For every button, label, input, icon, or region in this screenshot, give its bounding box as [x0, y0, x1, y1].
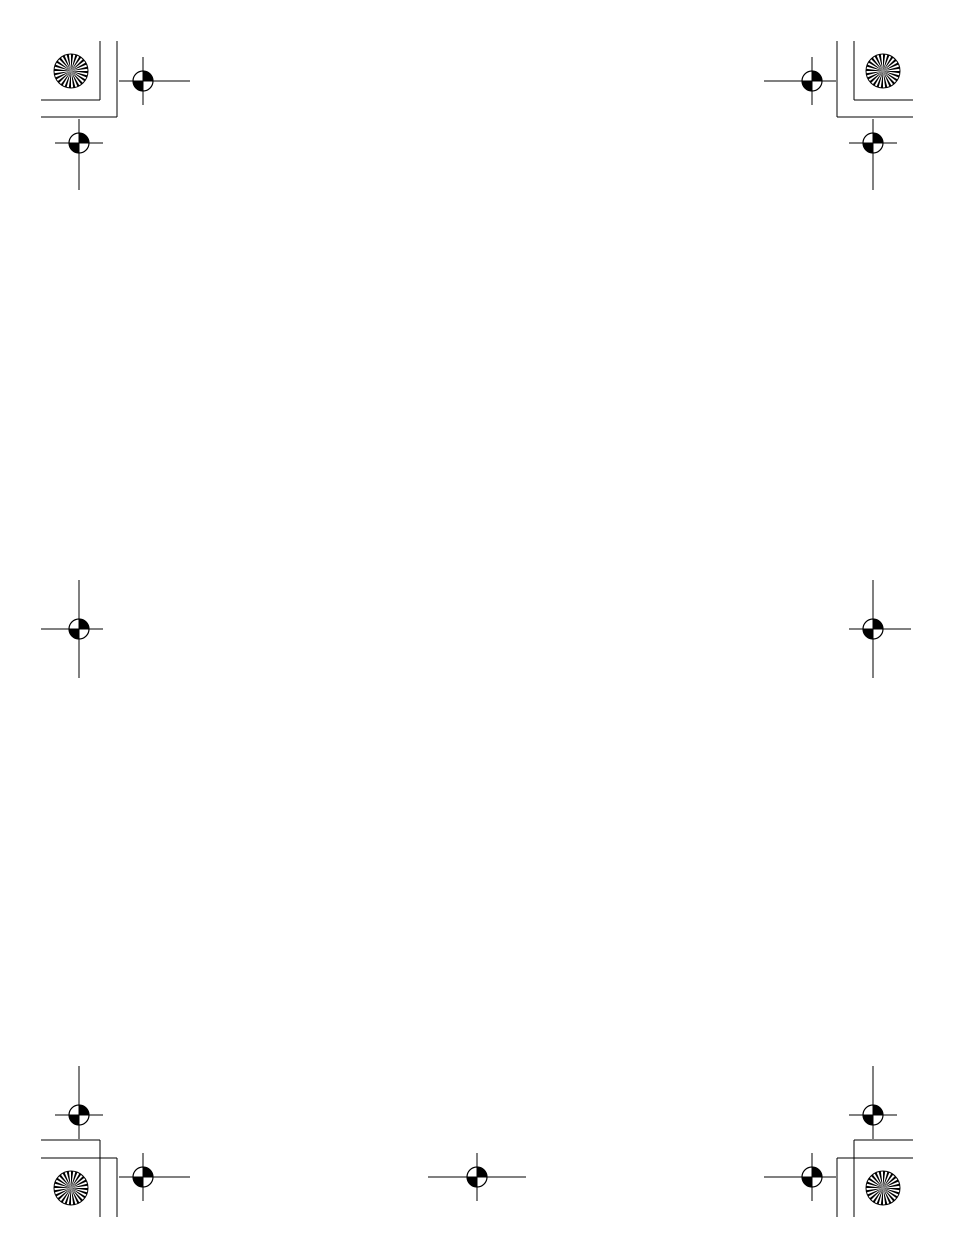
page-number [776, 1084, 779, 1107]
